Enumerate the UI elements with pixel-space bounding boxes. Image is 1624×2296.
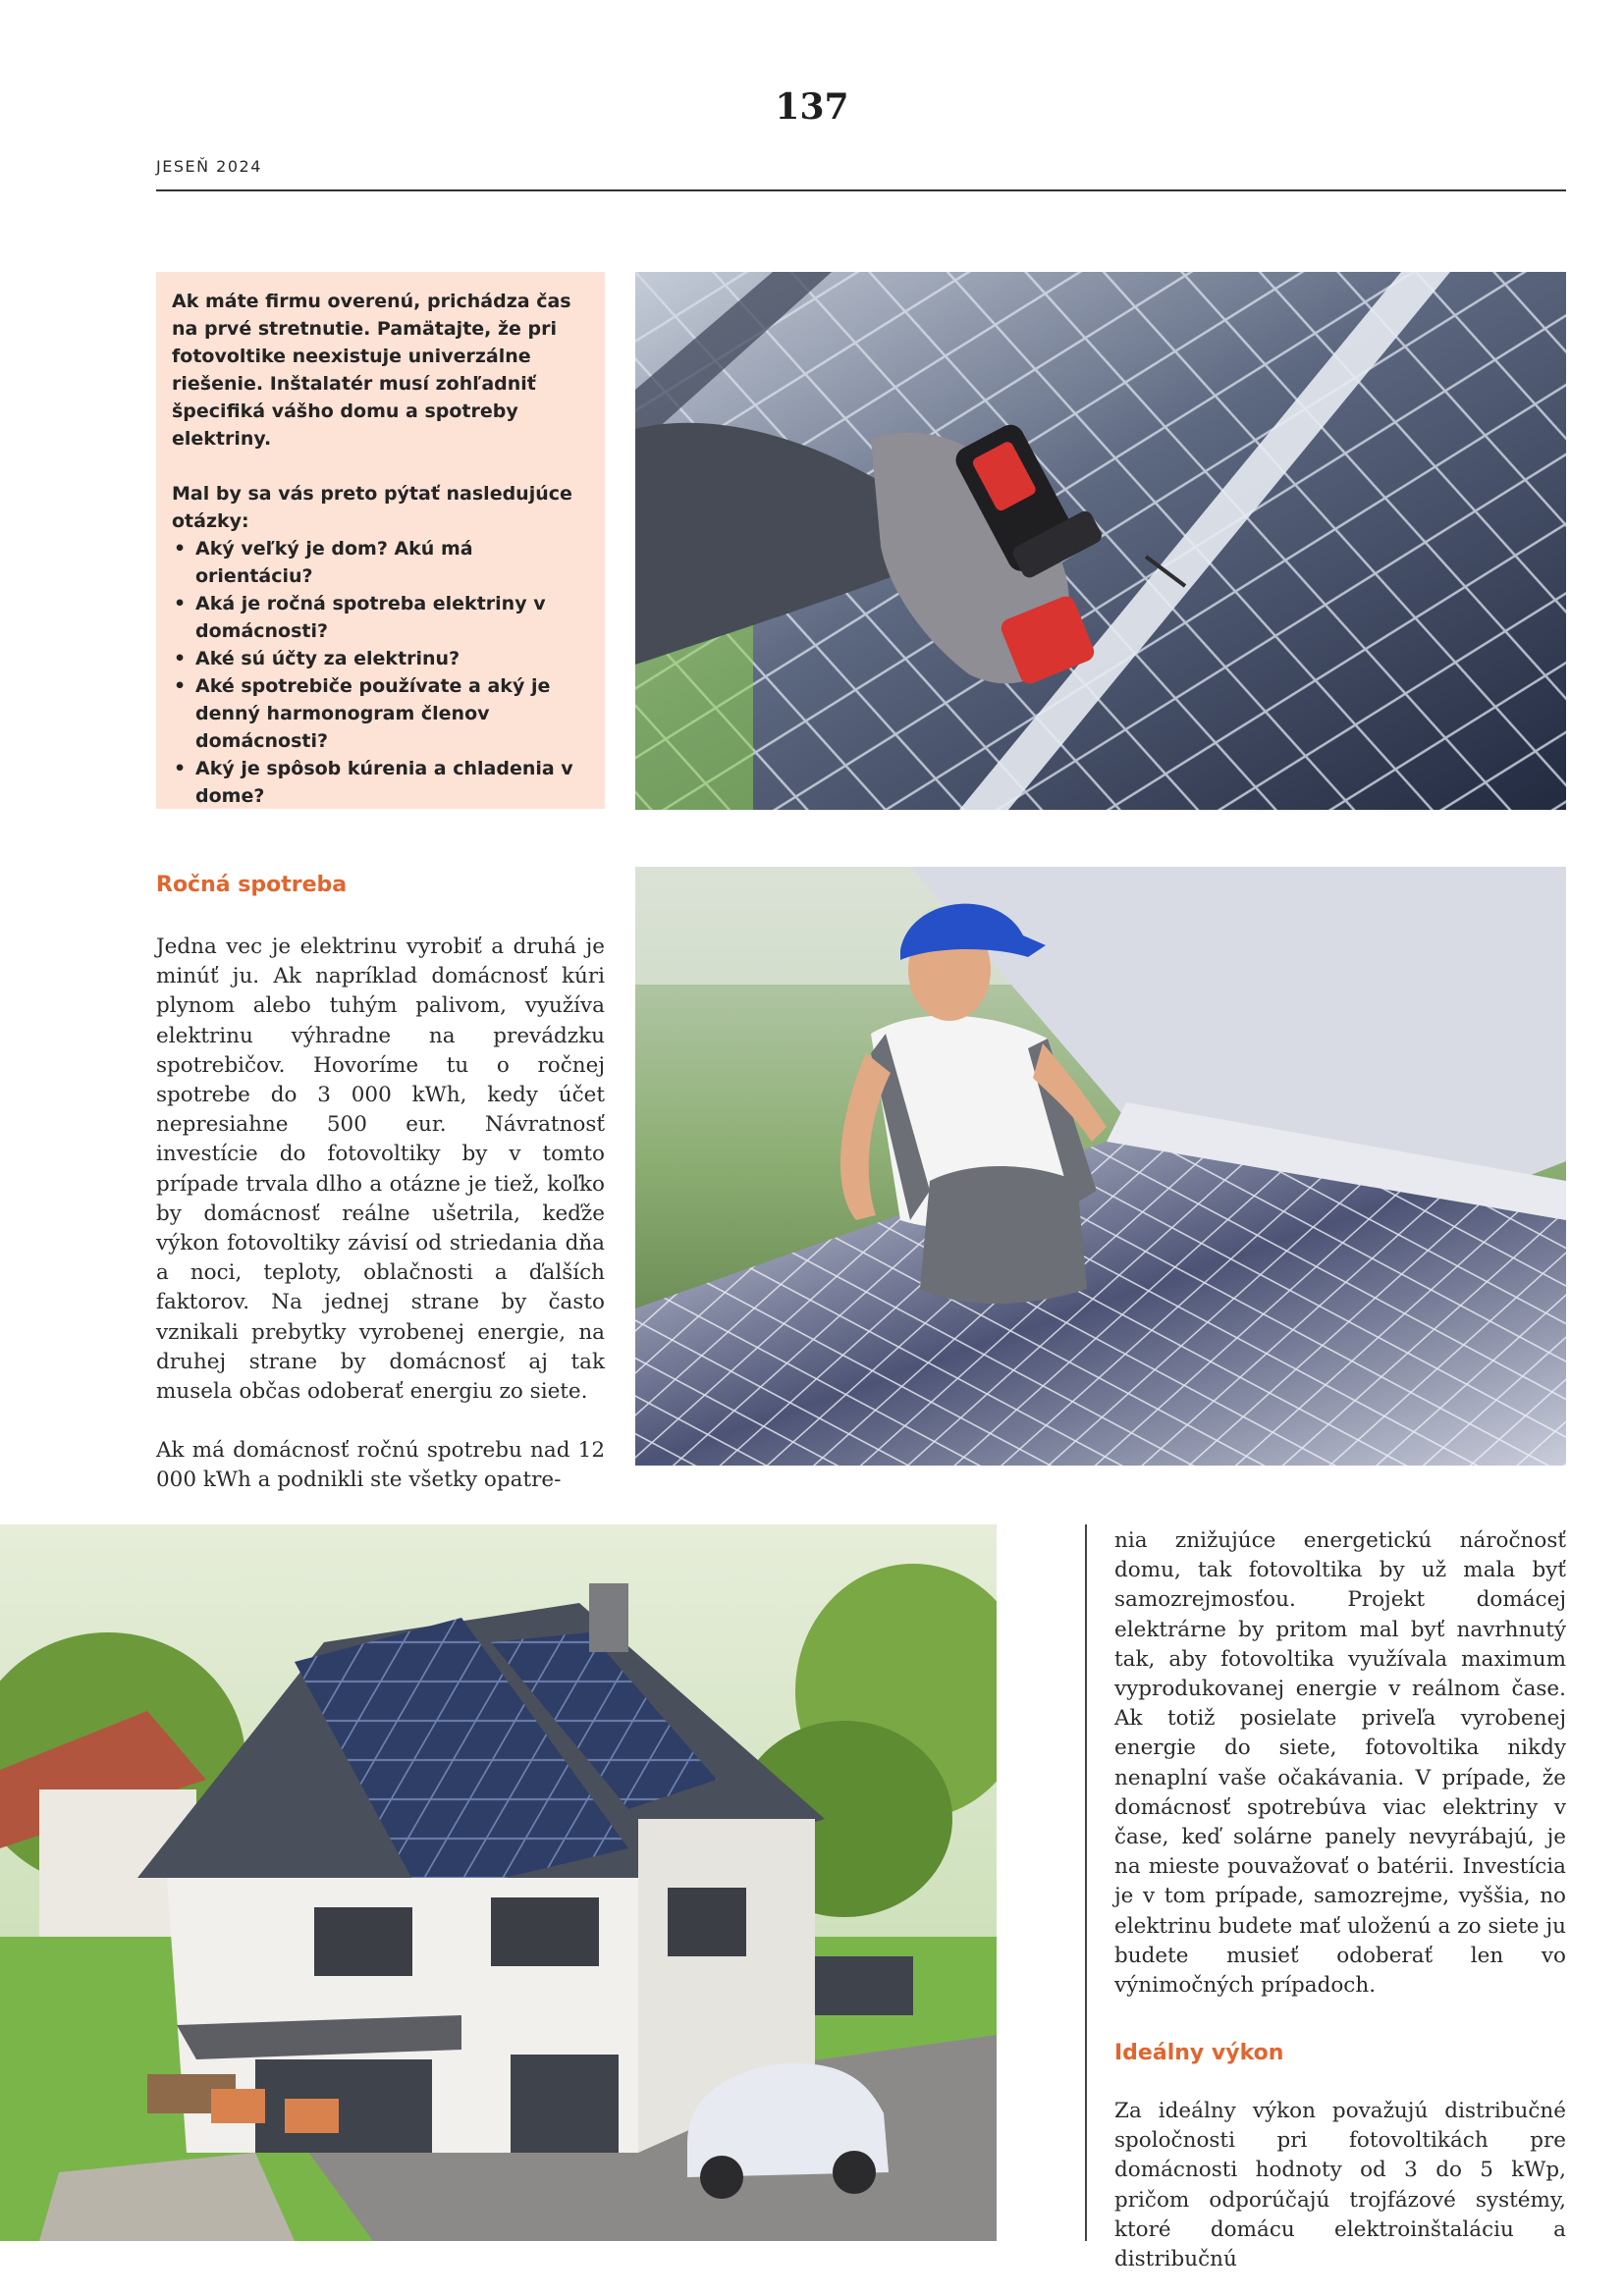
- photo-worker-installing-panels: [635, 867, 1566, 1466]
- paragraph: nia znižujúce energetickú náročnosť domu, tak fotovoltika by už mala byť samozrejmosťou. Projekt domácej elektrárne by pritom mal byť navrhnutý tak, aby fotovoltika využívala maximum vyprodukovanej energie v reálnom čase. Ak totiž posielate priveľa vyrobenej energie do siete, fotovoltika nikdy nenaplní vaše očakávania. V prípade, že domácnosť spotrebúva viac elektriny v čase, keď solárne panely nevyrábajú, je na mieste pouvažovať o batérii. Investícia je v tom prípade, samozrejme, vyššia, no elektrinu budete mať uloženú a zo siete ju budete musieť odoberať len vo výnimočných prípadoch.: [1114, 1528, 1566, 1999]
- list-item: • Aký veľký je dom? Akú má orientáciu?: [172, 535, 589, 590]
- left-column-text: [156, 933, 605, 1496]
- paragraph: Jedna vec je elektrinu vyrobiť a druhá je minúť ju. Ak napríklad domácnosť kúri plynom alebo tuhým palivom, využíva elektrinu výhradne na prevádzku spotrebičov. Hovoríme tu o ročnej spotrebe do 3 000 kWh, kedy účet nepresiahne 500 eur. Návratnosť investície do fotovoltiky by v tomto prípade trvala dlho a otázne je tiež, koľko by domácnosť reálne ušetrila, keďže výkon fotovoltiky závisí od striedania dňa a noci, teploty, oblačnosti a ďalších faktorov. Na jednej strane by často vznikali prebytky vyrobenej energie, na druhej strane by domácnosť aj tak musela občas odoberať energiu zo siete.: [156, 934, 605, 1405]
- list-item: • Aké sú účty za elektrinu?: [172, 645, 589, 672]
- list-item: • Aká je ročná spotreba elektriny v domácnosti?: [172, 590, 589, 645]
- callout-question-lead: Mal by sa vás preto pýtať nasledujúce otázky:: [172, 483, 572, 532]
- list-item: • Aké spotrebiče používate a aký je denný harmonogram členov domácnosti?: [172, 672, 589, 755]
- photo-house-with-solar-roof: [0, 1524, 997, 2241]
- photo-drill-on-solar-panel: [635, 272, 1566, 810]
- page-number: 137: [775, 86, 849, 128]
- issue-label: JESEŇ 2024: [156, 157, 262, 176]
- column-rule: [1085, 1524, 1087, 2241]
- paragraph: Za ideálny výkon považujú distribučné spoločnosti pri fotovoltikách pre domácnosti hodnoty od 3 do 5 kWp, pričom odporúčajú trojfázové systémy, ktoré domácu elektroinštaláciu a distribučnú: [1114, 2099, 1566, 2272]
- right-column-text-continued: [1114, 2097, 1566, 2274]
- callout-intro: Ak máte firmu overenú, prichádza čas na prvé stretnutie. Pamätajte, že pri fotovoltike neexistuje univerzálne riešenie. Inštalatér musí zohľadniť špecifiká vášho domu a spotreby elektriny.: [172, 291, 571, 450]
- section-heading-ideal-output: Ideálny výkon: [1114, 2041, 1284, 2065]
- callout-question-list: [172, 535, 589, 810]
- list-item: • Aký je spôsob kúrenia a chladenia v dome?: [172, 755, 589, 810]
- right-column-text: [1114, 1526, 1566, 2001]
- callout-box: [156, 272, 605, 809]
- header-rule: [156, 189, 1566, 191]
- paragraph: Ak má domácnosť ročnú spotrebu nad 12 000 kWh a podnikli ste všetky opatre-: [156, 1438, 605, 1493]
- section-heading-annual-consumption: Ročná spotreba: [156, 873, 348, 897]
